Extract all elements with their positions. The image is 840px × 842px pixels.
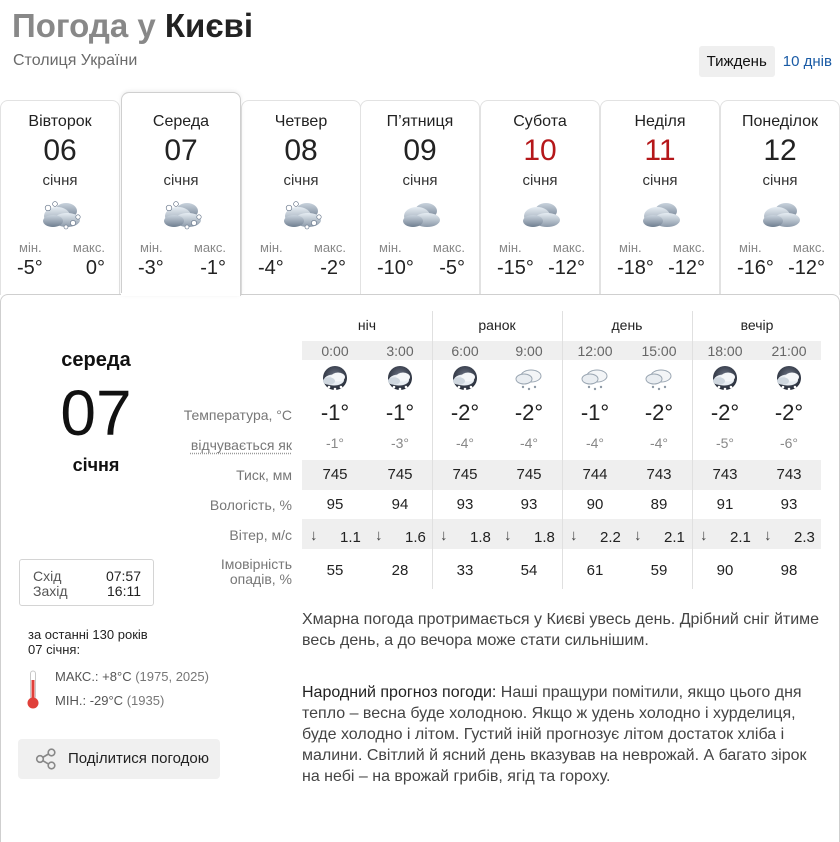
min-label: мін.: [260, 240, 283, 255]
hour-time: 0:00: [321, 343, 349, 359]
min-label: мін.: [140, 240, 163, 255]
min-temp: -5°: [17, 257, 43, 279]
day-tab[interactable]: [241, 100, 361, 295]
hour-time: 18:00: [707, 343, 743, 359]
cloud-icon: [519, 197, 563, 231]
max-label: макс.: [313, 240, 346, 255]
day-tab[interactable]: [720, 100, 840, 295]
history-max-years: (1975, 2025): [135, 669, 209, 684]
sunset-label: Захід: [33, 583, 68, 599]
hour-temp: -2°: [774, 400, 804, 425]
day-month: січня: [42, 172, 78, 189]
hour-pressure: 745: [452, 466, 478, 483]
day-month: січня: [522, 172, 558, 189]
hour-temp: -1°: [580, 400, 610, 425]
day-month: січня: [163, 172, 199, 189]
day-name: Вівторок: [28, 113, 92, 130]
feels-like-row-label[interactable]: відчувається як: [190, 437, 292, 453]
hour-wind: [626, 527, 692, 549]
period-label: день: [611, 317, 643, 333]
day-name: П’ятниця: [386, 113, 454, 130]
wind-speed: 1.1: [340, 529, 361, 546]
max-temp: -1°: [200, 257, 226, 279]
period-label: вечір: [740, 317, 774, 333]
day-month: січня: [283, 172, 319, 189]
folk-text: Наші пращури помітили, якщо цього дня тепло – весна буде холодною. Якщо ж удень холодно і хурделиця, буде холодно і літом. Густий іній прогнозує літом достаток хліба і малини. Світлий й ясний день вказував на неврожай. А багато зірок на небі – на врожай грибів, ягід та гороху.: [302, 684, 807, 785]
pressure-row-label: Тиск, мм: [236, 467, 292, 483]
day-tab[interactable]: [480, 100, 600, 295]
day-number: 11: [644, 134, 676, 167]
hour-pressure: 743: [776, 466, 802, 483]
day-month: січня: [402, 172, 438, 189]
selected-day-name: середа: [61, 349, 131, 371]
history-min-years: (1935): [126, 693, 165, 708]
folk-forecast: [302, 682, 822, 787]
hour-temp: -1°: [385, 400, 415, 425]
snow-cloud-icon: [39, 197, 83, 231]
history-min-value: -29°C: [89, 693, 124, 708]
day-tab[interactable]: [360, 100, 480, 295]
weather-summary: Хмарна погода протримається у Києві увесь день. Дрібний сніг йтиме весь день, а до вечора може стати сильнішим.: [302, 611, 820, 649]
day-number: 06: [43, 134, 77, 167]
day-detail-panel: [0, 294, 840, 842]
hour-humidity: 93: [456, 496, 474, 513]
day-name: Неділя: [634, 113, 686, 130]
hour-wind: [692, 527, 758, 549]
hour-time: 21:00: [771, 343, 807, 359]
hour-pressure: 744: [582, 466, 608, 483]
hour-humidity: 93: [520, 496, 538, 513]
max-label: макс.: [72, 240, 105, 255]
max-label: макс.: [552, 240, 585, 255]
humidity-row-label: Вологість, %: [209, 497, 292, 513]
period-label: ніч: [357, 317, 377, 333]
wind-arrow-icon: ↓: [570, 527, 578, 544]
day-month: січня: [762, 172, 798, 189]
hour-wind: [367, 527, 433, 549]
hour-precip-probability: 98: [780, 562, 798, 579]
hour-feels-like: -3°: [390, 435, 410, 451]
hour-time: 12:00: [577, 343, 613, 359]
selected-day-number: 07: [60, 377, 132, 449]
hour-temp: -2°: [710, 400, 740, 425]
day-tab[interactable]: [0, 100, 120, 295]
min-label: мін.: [739, 240, 762, 255]
snow-flurry-icon: [641, 364, 677, 394]
wind-row-label: Вітер, м/с: [229, 527, 292, 543]
max-label: макс.: [193, 240, 226, 255]
hourly-table: [1, 295, 840, 595]
day-name: Середа: [152, 113, 210, 130]
max-temp: -5°: [439, 257, 465, 279]
tab-10-days[interactable]: 10 днів: [782, 53, 832, 70]
history-period: за останні 130 років: [28, 627, 148, 642]
hour-temp: -2°: [450, 400, 480, 425]
hour-feels-like: -4°: [519, 435, 539, 451]
hour-pressure: 745: [322, 466, 348, 483]
share-label: Поділитися погодою: [68, 750, 210, 767]
wind-arrow-icon: ↓: [440, 527, 448, 544]
period-label: ранок: [478, 317, 516, 333]
history-max: МАКС.: +8°C (1975, 2025): [55, 669, 209, 684]
sunrise-label: Схід: [33, 568, 62, 584]
day-name: Субота: [513, 113, 567, 130]
min-temp: -10°: [377, 257, 414, 279]
hour-humidity: 91: [716, 496, 734, 513]
precip-row-label: Імовірність опадів, %: [220, 556, 292, 587]
max-temp: -12°: [548, 257, 585, 279]
hour-wind: [496, 527, 562, 549]
hour-feels-like: -1°: [325, 435, 345, 451]
selected-month: січня: [72, 455, 120, 475]
hour-time: 6:00: [451, 343, 479, 359]
wind-arrow-icon: ↓: [764, 527, 772, 544]
wind-arrow-icon: ↓: [504, 527, 512, 544]
tab-week[interactable]: Тиждень: [699, 46, 775, 77]
hour-precip-probability: 33: [456, 562, 474, 579]
hour-feels-like: -4°: [649, 435, 669, 451]
hour-wind: [562, 527, 628, 549]
wind-speed: 1.8: [470, 529, 491, 546]
day-tab[interactable]: [121, 92, 241, 296]
hour-humidity: 93: [780, 496, 798, 513]
night-cloud-snow-icon: [707, 364, 743, 394]
night-cloud-snow-icon: [382, 364, 418, 394]
night-cloud-snow-icon: [317, 364, 353, 394]
night-cloud-snow-icon: [771, 364, 807, 394]
history-caption: [28, 627, 148, 657]
hour-precip-probability: 55: [326, 562, 344, 579]
hour-temp: -2°: [644, 400, 674, 425]
hour-wind: [302, 527, 368, 549]
range-tabs: [699, 46, 834, 77]
day-month: січня: [642, 172, 678, 189]
wind-arrow-icon: ↓: [375, 527, 383, 544]
day-tab[interactable]: [600, 100, 720, 295]
max-label: макс.: [792, 240, 825, 255]
history-min: МІН.: -29°C (1935): [55, 693, 165, 708]
max-temp: -2°: [320, 257, 346, 279]
min-label: мін.: [619, 240, 642, 255]
day-number: 08: [284, 134, 318, 167]
hour-pressure: 743: [646, 466, 672, 483]
wind-speed: 2.3: [794, 529, 815, 546]
wind-speed: 1.6: [405, 529, 426, 546]
snow-flurry-icon: [577, 364, 613, 394]
share-icon: [35, 748, 57, 770]
hour-humidity: 94: [391, 496, 409, 513]
temp-row-label: Температура, °C: [183, 407, 292, 423]
share-button[interactable]: [18, 739, 220, 779]
wind-arrow-icon: ↓: [634, 527, 642, 544]
hour-precip-probability: 59: [650, 562, 668, 579]
history-max-value: +8°C: [102, 669, 132, 684]
day-name: Понеділок: [741, 113, 819, 130]
min-temp: -15°: [497, 257, 534, 279]
page-subtitle: Столиця України: [13, 52, 138, 69]
hour-feels-like: -4°: [455, 435, 475, 451]
hour-feels-like: -5°: [715, 435, 735, 451]
hour-feels-like: -4°: [585, 435, 605, 451]
hour-humidity: 89: [650, 496, 668, 513]
wind-speed: 2.1: [730, 529, 751, 546]
hour-humidity: 95: [326, 496, 344, 513]
day-number: 12: [763, 134, 797, 167]
hour-temp: -1°: [320, 400, 350, 425]
hour-time: 15:00: [641, 343, 677, 359]
max-temp: -12°: [668, 257, 705, 279]
hour-wind: [756, 527, 822, 549]
min-label: мін.: [379, 240, 402, 255]
snow-cloud-icon: [280, 197, 324, 231]
day-number: 09: [403, 134, 437, 167]
sunset-time: 16:11: [107, 583, 141, 599]
min-temp: -18°: [617, 257, 654, 279]
hour-temp: -2°: [514, 400, 544, 425]
hour-feels-like: -6°: [779, 435, 799, 451]
max-label: макс.: [672, 240, 705, 255]
hour-wind: [432, 527, 498, 549]
sunrise-time: 07:57: [105, 568, 141, 584]
hour-humidity: 90: [586, 496, 604, 513]
wind-arrow-icon: ↓: [310, 527, 318, 544]
cloud-icon: [399, 197, 443, 231]
title-prefix: Погода у: [12, 7, 165, 44]
max-label: макс.: [432, 240, 465, 255]
day-number: 07: [164, 134, 198, 167]
max-temp: 0°: [85, 257, 105, 279]
wind-speed: 1.8: [534, 529, 555, 546]
snow-flurry-icon: [511, 364, 547, 394]
night-cloud-snow-icon: [447, 364, 483, 394]
hour-precip-probability: 61: [586, 562, 604, 579]
hour-pressure: 743: [712, 466, 738, 483]
history-date: 07 січня:: [28, 642, 81, 657]
title-city: Києві: [164, 7, 254, 44]
hour-time: 3:00: [386, 343, 414, 359]
folk-label: Народний прогноз погоди:: [302, 684, 497, 701]
min-temp: -16°: [737, 257, 774, 279]
wind-speed: 2.1: [664, 529, 685, 546]
page-title: [12, 6, 253, 46]
cloud-icon: [759, 197, 803, 231]
min-temp: -3°: [138, 257, 164, 279]
max-temp: -12°: [788, 257, 825, 279]
min-label: мін.: [19, 240, 42, 255]
thermometer-icon: [26, 670, 40, 710]
hour-pressure: 745: [516, 466, 542, 483]
day-number: 10: [523, 134, 557, 167]
snow-cloud-icon: [160, 197, 204, 231]
hour-precip-probability: 54: [520, 562, 538, 579]
min-temp: -4°: [258, 257, 284, 279]
hour-time: 9:00: [515, 343, 543, 359]
wind-speed: 2.2: [600, 529, 621, 546]
wind-arrow-icon: ↓: [700, 527, 708, 544]
day-name: Четвер: [274, 113, 328, 130]
hour-precip-probability: 90: [716, 562, 734, 579]
day-tabs: [0, 100, 840, 295]
hour-pressure: 745: [387, 466, 413, 483]
cloud-icon: [639, 197, 683, 231]
hour-precip-probability: 28: [391, 562, 409, 579]
min-label: мін.: [499, 240, 522, 255]
